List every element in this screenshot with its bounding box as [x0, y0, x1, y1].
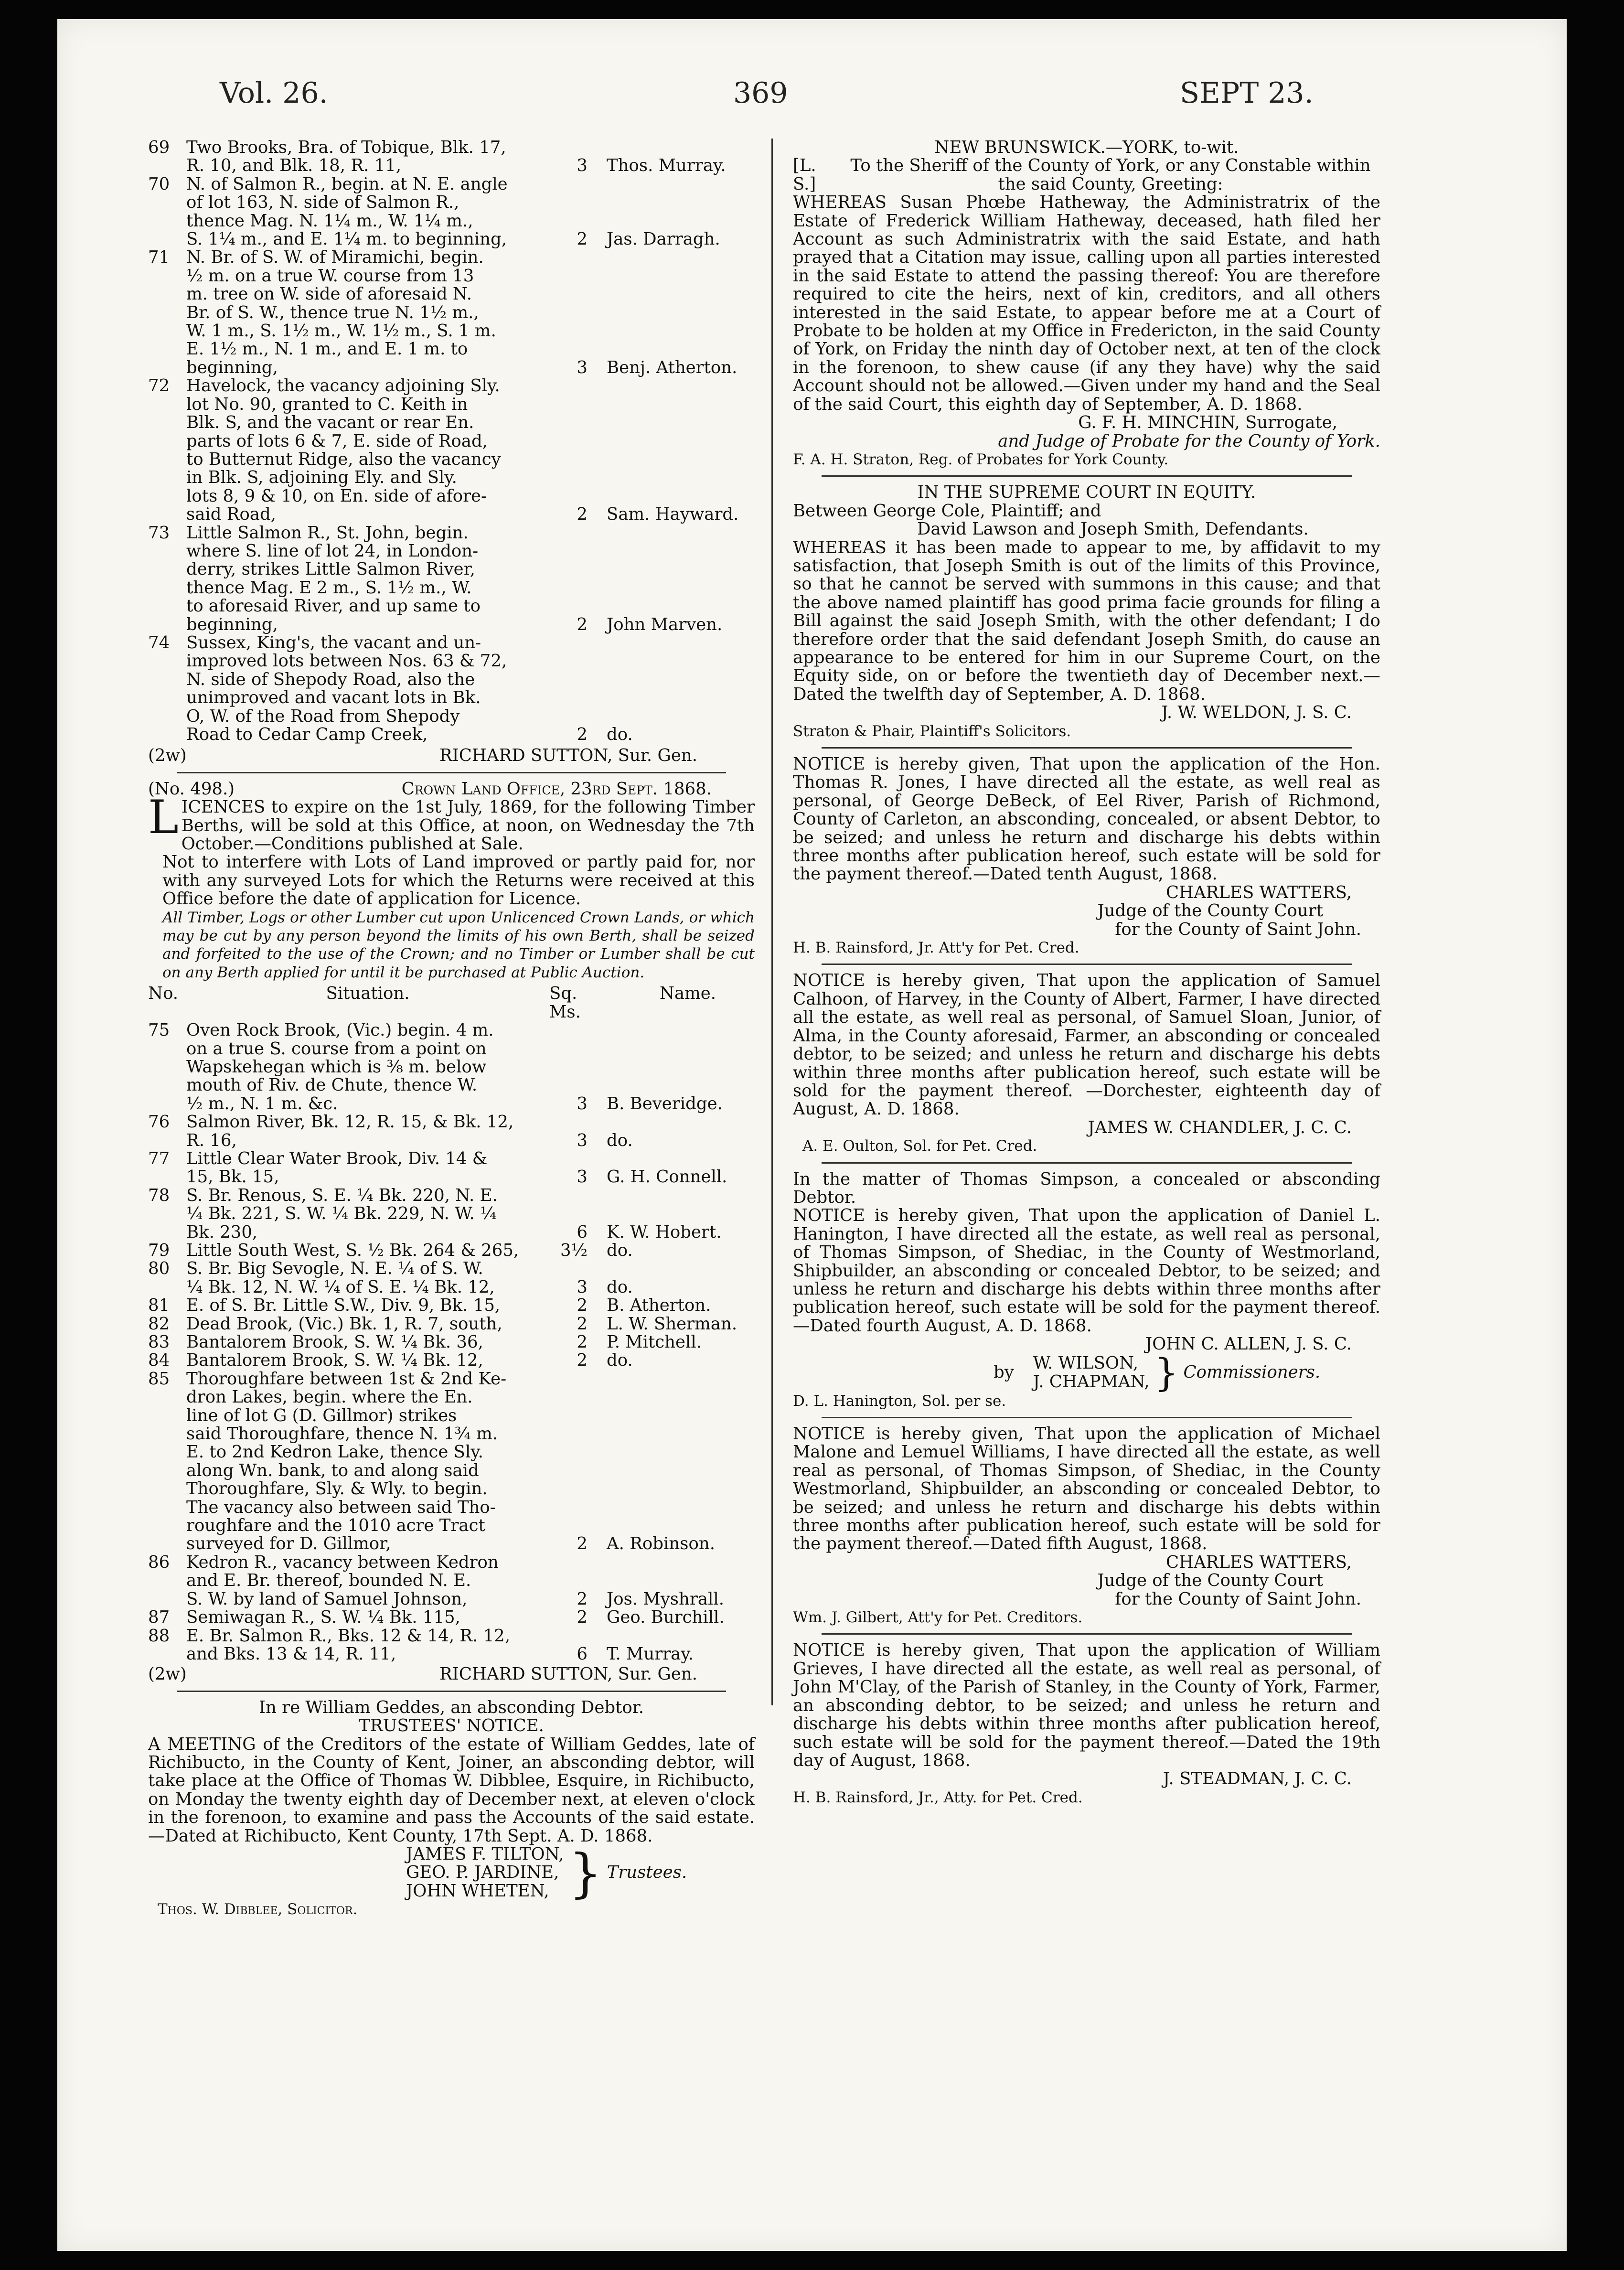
situation-line: Oven Rock Brook, (Vic.) begin. 4 m. [186, 1020, 494, 1040]
berth-situation [186, 175, 549, 249]
situation-line: Bk. 230, [186, 1222, 258, 1242]
berth-name: do. [607, 1350, 633, 1371]
seal-mark: [L. S.] [793, 156, 816, 194]
situation-line: roughfare and the 1010 acre Tract [186, 1516, 485, 1536]
berth-situation [186, 1351, 549, 1370]
situation-line: Thoroughfare, Sly. & Wly. to begin. [186, 1479, 488, 1499]
berth-number: 87 [148, 1607, 170, 1628]
berth-number: 79 [148, 1240, 170, 1260]
notice-sig-county: for the County of Saint John. [1115, 919, 1361, 939]
berth-square-miles: 2 [577, 725, 588, 744]
berth-name: Geo. Burchill. [607, 1607, 725, 1628]
situation-line: and E. Br. thereof, bounded N. E. [186, 1571, 471, 1591]
situation-line: said Road, [186, 504, 277, 525]
probate-text: WHEREAS Susan Phœbe Hatheway, the Administratrix of the Estate of Frederick William Hatheway, deceased, hath filed her Account as such Administratrix with the said Estate, and hath prayed that a Citation may issue, calling upon all parties interested in the said Estate to attend the passing thereof: You are therefore required to cite the heirs, next of kin, creditors, and all others interested in the said Estate, to appear before me at a Court of Probate to be holden at my Office in Fredericton, in the said County of York, on Friday the ninth day of October next, at ten of the clock in the forenoon, to shew cause (if any they have) why the said Account should not be allowed.—Given under my hand and the Seal of the said Court, this eighth day of September, A. D. 1868. [793, 193, 1380, 414]
berth-situation [186, 524, 549, 634]
trustee-name: JAMES F. TILTON, [406, 1844, 564, 1864]
berth-number: 83 [148, 1332, 170, 1352]
situation-line: and Bks. 13 & 14, R. 11, [186, 1644, 396, 1664]
berth-situation [186, 1333, 549, 1351]
berth-name: Jos. Myshrall. [607, 1589, 725, 1609]
situation-line: parts of lots 6 & 7, E. side of Road, [186, 431, 488, 451]
commissioners-block [994, 1350, 1380, 1395]
table-row [148, 377, 755, 524]
divider [822, 1633, 1352, 1635]
trustees-block [406, 1842, 755, 1904]
notice-sloan: NOTICE is hereby given, That upon the application of Samuel Calhoon, of Harvey, in the County of Albert, Farmer, I have directed all the estate, as well real as personal, of Samuel Sloan, Junior, of Alma, in the County aforesaid, Farmer, an absconding or concealed debtor, to be seized; and unless he return and discharge his debts within three months after publication hereof, such estate will be sold for the payment thereof. —Dorchester, eighteenth day of August, A. D. 1868. [793, 971, 1380, 1119]
situation-line: Sussex, King's, the vacant and un- [186, 632, 481, 653]
equity-between: Between George Cole, Plaintiff; and [793, 501, 1101, 521]
berth-name: Jas. Darragh. [607, 229, 720, 249]
situation-line: Bantalorem Brook, S. W. ¼ Bk. 36, [186, 1332, 483, 1352]
notice-attorney: H. B. Rainsford, Jr., Atty. for Pet. Cred. [793, 1788, 1083, 1806]
berth-number: 72 [148, 376, 170, 396]
berth-square-miles: 3 [577, 357, 588, 377]
licences-notice [148, 791, 755, 854]
berth-square-miles: 2 [577, 1607, 588, 1628]
berth-square-miles: 2 [577, 1314, 588, 1334]
berth-square-miles: 2 [577, 614, 588, 634]
berth-number: 75 [148, 1020, 170, 1040]
berth-name: T. Murray. [607, 1644, 694, 1664]
situation-line: in Blk. S, adjoining Ely. and Sly. [186, 468, 457, 488]
geddes-text: A MEETING of the Creditors of the estate of William Geddes, late of Richibucto, in the County of Kent, Joiner, an absconding debtor, will take place at the Office of Thomas W. Dibblee, Esquire, in Richibucto, on Monday the twenty eighth day of December next, at eleven o'clock in the forenoon, to examine and pass the Accounts of the said estate.—Dated at Richibucto, Kent County, 17th Sept. A. D. 1868. [148, 1734, 755, 1846]
situation-line: O, W. of the Road from Shepody [186, 706, 460, 726]
situation-line: unimproved and vacant lots in Bk. [186, 688, 481, 708]
berth-situation [186, 1370, 549, 1553]
berth-number: 78 [148, 1185, 170, 1205]
situation-line: Havelock, the vacancy adjoining Sly. [186, 376, 500, 396]
col-head-situation: Situation. [326, 984, 410, 1004]
berth-situation [186, 1296, 549, 1315]
berth-number: 85 [148, 1369, 170, 1389]
divider [822, 964, 1352, 965]
berth-number: 81 [148, 1296, 170, 1316]
simpson-title: In the matter of Thomas Simpson, a concealed or absconding Debtor. [793, 1169, 1380, 1207]
situation-line: ¼ Bk. 221, S. W. ¼ Bk. 229, N. W. ¼ [186, 1204, 497, 1224]
situation-line: on a true S. course from a point on [186, 1039, 487, 1059]
situation-line: ¼ Bk. 12, N. W. ¼ of S. E. ¼ Bk. 12, [186, 1277, 495, 1297]
berth-square-miles: 2 [577, 1534, 588, 1554]
licences-text-2: Not to interfere with Lots of Land improved or partly paid for, nor with any surveyed Lots for which the Returns were received at this Office before the date of application for Licence. [162, 852, 755, 909]
berth-name: P. Mitchell. [607, 1332, 702, 1352]
berth-number: 84 [148, 1350, 170, 1371]
berth-situation [186, 139, 549, 175]
equity-sig: J. W. WELDON, J. S. C. [1161, 703, 1352, 723]
situation-line: improved lots between Nos. 63 & 72, [186, 651, 507, 671]
situation-line: Thoroughfare between 1st & 2nd Ke- [186, 1369, 507, 1389]
timber-berths-list [148, 1021, 755, 1663]
berth-name: Sam. Hayward. [607, 504, 739, 525]
situation-line: S. Br. Big Sevogle, N. E. ¼ of S. W. [186, 1259, 483, 1279]
table-row [148, 139, 755, 175]
berth-name: do. [607, 1277, 633, 1297]
table-row [148, 1333, 755, 1351]
berth-situation [186, 1113, 549, 1150]
table-row [148, 1627, 755, 1664]
column-divider [771, 139, 773, 1705]
situation-line: derry, strikes Little Salmon River, [186, 559, 476, 579]
berth-name: B. Atherton. [607, 1296, 711, 1316]
notice-sig-title: Judge of the County Court [1097, 1571, 1323, 1591]
table-row [148, 1370, 755, 1553]
berth-square-miles: 3 [577, 1277, 588, 1297]
col-head-name: Name. [659, 984, 716, 1004]
col-head-sq: Sq. Ms. [549, 984, 581, 1022]
brace-glyph: } [1154, 1350, 1179, 1395]
situation-line: ½ m., N. 1 m. &c. [186, 1093, 338, 1114]
berth-square-miles: 2 [577, 504, 588, 525]
berth-situation [186, 1150, 549, 1187]
table-row [148, 1296, 755, 1315]
berth-number: 74 [148, 632, 170, 653]
notice-number: (No. 498.) [148, 779, 235, 799]
signature-tag: (2w) [148, 746, 187, 766]
table-row [148, 634, 755, 744]
situation-line: Road to Cedar Camp Creek, [186, 725, 428, 744]
situation-line: R. 16, [186, 1130, 237, 1150]
berth-square-miles: 6 [577, 1644, 588, 1664]
berth-situation [186, 634, 549, 744]
notice-mclay: NOTICE is hereby given, That upon the application of William Grieves, I have directed all the estate, as well real as personal, of John M'Clay, of the Parish of Stanley, in the County of York, Farmer, an absconding debtor, to be seized; and unless he return and discharge his debts within three months after publication hereof, such estate will be sold for the payment thereof.—Dated the 19th day of August, 1868. [793, 1640, 1380, 1770]
berth-square-miles: 3 [577, 1093, 588, 1114]
situation-line: Semiwagan R., S. W. ¼ Bk. 115, [186, 1607, 460, 1628]
situation-line: m. tree on W. side of aforesaid N. [186, 284, 472, 304]
berth-square-miles: 3 [577, 1130, 588, 1150]
table-row [148, 1553, 755, 1608]
situation-line: N. side of Shepody Road, also the [186, 669, 475, 689]
trustees-label: Trustees. [607, 1863, 687, 1883]
situation-line: Dead Brook, (Vic.) Bk. 1, R. 7, south, [186, 1314, 502, 1334]
table-row [148, 1260, 755, 1296]
berth-situation [186, 1627, 549, 1664]
notice-sig-county: for the County of Saint John. [1115, 1589, 1361, 1609]
equity-text: WHEREAS it has been made to appear to me, by affidavit to my satisfaction, that Joseph Smith is out of the limits of this Province, so that he cannot be served with summons in this cause; and that the above named plaintiff has good prima facie grounds for filing a Bill against the said Joseph Smith, with the other defendant; I do therefore order that the said defendant Joseph Smith, do cause an appearance to be entered for him in our Supreme Court, on the Equity side, on or before the twentieth day of December next.—Dated the twelfth day of September, A. D. 1868. [793, 537, 1380, 704]
situation-line: Two Brooks, Bra. of Tobique, Blk. 17, [186, 138, 506, 157]
berth-square-miles: 6 [577, 1222, 588, 1242]
berth-number: 77 [148, 1148, 170, 1168]
berth-name: John Marven. [607, 614, 723, 634]
probate-to: To the Sheriff of the County of York, or any Constable within the said County, Greeting: [850, 156, 1371, 194]
equity-title: IN THE SUPREME COURT IN EQUITY. [917, 482, 1256, 503]
berth-name: A. Robinson. [607, 1534, 715, 1554]
signature-line [148, 1665, 755, 1683]
situation-line: W. 1 m., S. 1½ m., W. 1½ m., S. 1 m. [186, 321, 496, 341]
situation-line: dron Lakes, begin. where the En. [186, 1387, 473, 1407]
volume-label: Vol. 26. [220, 76, 328, 110]
berth-situation [186, 1187, 549, 1242]
probate-registrar: F. A. H. Straton, Reg. of Probates for York County. [793, 450, 1169, 468]
signature-tag: (2w) [148, 1664, 187, 1684]
berth-situation [186, 377, 549, 524]
situation-line: beginning, [186, 357, 278, 377]
situation-line: thence Mag. E 2 m., S. 1½ m., W. [186, 578, 472, 598]
berth-situation [186, 1260, 549, 1296]
situation-line: N. Br. of S. W. of Miramichi, begin. [186, 247, 484, 268]
trustee-name: JOHN WHETEN, [406, 1881, 549, 1901]
situation-line: 15, Bk. 15, [186, 1167, 279, 1187]
geddes-subtitle: TRUSTEES' NOTICE. [359, 1716, 544, 1736]
situation-line: Br. of S. W., thence true N. 1½ m., [186, 302, 479, 322]
situation-line: along Wn. bank, to and along said [186, 1460, 479, 1480]
situation-line: R. 10, and Blk. 18, R. 11, [186, 156, 402, 176]
situation-line: E. 1½ m., N. 1 m., and E. 1 m. to [186, 339, 468, 359]
probate-sig-title: and Judge of Probate for the County of York. [998, 431, 1380, 451]
situation-line: thence Mag. N. 1¼ m., W. 1¼ m., [186, 211, 473, 231]
situation-line: E. Br. Salmon R., Bks. 12 & 14, R. 12, [186, 1626, 511, 1646]
table-header [148, 985, 755, 1021]
situation-line: mouth of Riv. de Chute, thence W. [186, 1075, 478, 1095]
table-row [148, 1150, 755, 1187]
situation-line: ½ m. on a true W. course from 13 [186, 266, 474, 286]
notice-office: Crown Land Office, 23rd Sept. 1868. [401, 779, 712, 799]
berth-number: 70 [148, 174, 170, 194]
equity-defendants: David Lawson and Joseph Smith, Defendants. [917, 519, 1309, 539]
notice-header [148, 780, 755, 798]
berth-square-miles: 3 [577, 1167, 588, 1187]
berth-square-miles: 2 [577, 1589, 588, 1609]
notice-simpson: NOTICE is hereby given, That upon the application of Daniel L. Hanington, I have directed all the estate, as well real as personal, of Thomas Simpson, of Shediac, in the County of Westmorland, Shipbuilder, an absconding or concealed Debtor, to be seized; and unless he return and discharge his debts within three months after publication hereof, such estate will be sold for the payment thereof.—Dated fourth August, A. D. 1868. [793, 1206, 1380, 1336]
berth-number: 82 [148, 1314, 170, 1334]
divider [822, 1162, 1352, 1164]
berth-square-miles: 3 [577, 156, 588, 176]
notice-sig: JOHN C. ALLEN, J. S. C. [1145, 1334, 1352, 1354]
divider [822, 747, 1352, 749]
divider [822, 1417, 1352, 1418]
notice-sig: J. STEADMAN, J. C. C. [1163, 1769, 1352, 1789]
table-row [148, 524, 755, 634]
berth-number: 88 [148, 1626, 170, 1646]
situation-line: The vacancy also between said Tho- [186, 1497, 496, 1517]
berth-name: G. H. Connell. [607, 1167, 727, 1187]
notice-sig: JAMES W. CHANDLER, J. C. C. [1088, 1117, 1352, 1137]
geddes-title: In re William Geddes, an absconding Debtor. [258, 1697, 644, 1717]
commissioner-name: W. WILSON, [1033, 1353, 1139, 1373]
signature-name: RICHARD SUTTON, Sur. Gen. [439, 1664, 697, 1684]
probate-title: NEW BRUNSWICK.—YORK, to-wit. [934, 138, 1239, 157]
situation-line: S. 1¼ m., and E. 1¼ m. to beginning, [186, 229, 507, 249]
left-column [148, 139, 755, 1919]
situation-line: Bantalorem Brook, S. W. ¼ Bk. 12, [186, 1350, 483, 1371]
berth-name: Benj. Atherton. [607, 357, 737, 377]
situation-line: beginning, [186, 614, 278, 634]
commissioners-label: Commissioners. [1183, 1362, 1321, 1382]
notice-debeck: NOTICE is hereby given, That upon the application of the Hon. Thomas R. Jones, I have directed all the estate, as well real as personal, of George DeBeck, of Eel River, Parish of Richmond, County of Carleton, an absconding, concealed, or absent Debtor, to be seized; and unless he return and discharge his debts within three months after publication hereof, such estate will be sold for the payment thereof.—Dated tenth August, 1868. [793, 754, 1380, 884]
drop-cap: L [148, 791, 179, 845]
situation-line: E. of S. Br. Little S.W., Div. 9, Bk. 15, [186, 1296, 501, 1316]
berth-number: 71 [148, 247, 170, 268]
berth-name: do. [607, 1130, 633, 1150]
table-row [148, 1351, 755, 1370]
berth-situation [186, 1242, 549, 1260]
berth-square-miles: 2 [577, 229, 588, 249]
table-row [148, 1113, 755, 1150]
situation-line: E. to 2nd Kedron Lake, thence Sly. [186, 1442, 483, 1462]
situation-line: to Butternut Ridge, also the vacancy [186, 449, 501, 469]
issue-date: SEPT 23. [1180, 76, 1314, 110]
berth-situation [186, 1315, 549, 1333]
notice-attorney: H. B. Rainsford, Jr. Att'y for Pet. Cred. [793, 939, 1079, 957]
berth-number: 86 [148, 1552, 170, 1572]
divider [177, 1691, 726, 1692]
solicitor-line: Thos. W. Dibblee, Solicitor. [158, 1901, 358, 1918]
divider [822, 475, 1352, 477]
berth-situation [186, 248, 549, 377]
notice-sig: CHARLES WATTERS, [1166, 1552, 1352, 1572]
brace-glyph: } [568, 1842, 602, 1904]
berth-number: 80 [148, 1259, 170, 1279]
trustee-name: GEO. P. JARDINE, [406, 1863, 559, 1883]
table-row [148, 175, 755, 249]
table-row [148, 1242, 755, 1260]
probate-address [793, 157, 1380, 193]
situation-line: S. Br. Renous, S. E. ¼ Bk. 220, N. E. [186, 1185, 498, 1205]
situation-line: where S. line of lot 24, in London- [186, 541, 479, 561]
berth-square-miles: 2 [577, 1350, 588, 1371]
table-row [148, 1608, 755, 1627]
table-row [148, 1021, 755, 1113]
table-row [148, 1315, 755, 1333]
licences-italic: All Timber, Logs or other Lumber cut upon Unlicenced Crown Lands, or which may be cut by any person beyond the limits of his own Berth, shall be seized and forfeited to the use of the Crown; and no Timber or Lumber shall be cut on any Berth applied for until it be purchased at Public Auction. [162, 909, 755, 981]
by-label: by [994, 1362, 1014, 1382]
probate-sig: G. F. H. MINCHIN, Surrogate, [1078, 413, 1337, 433]
notice-attorney: A. E. Oulton, Sol. for Pet. Cred. [802, 1137, 1037, 1155]
situation-line: Blk. S, and the vacant or rear En. [186, 413, 474, 433]
berth-name: Thos. Murray. [607, 156, 726, 176]
situation-line: Little Clear Water Brook, Div. 14 & [186, 1148, 488, 1168]
notice-sig: CHARLES WATTERS, [1166, 882, 1352, 902]
situation-line: to aforesaid River, and up same to [186, 596, 481, 616]
licences-text: ICENCES to expire on the 1st July, 1869, for the following Timber Berths, will be sold at this Office, at noon, on Wednesday the 7th October.—Conditions published at Sale. [181, 797, 755, 854]
berth-situation [186, 1608, 549, 1627]
berth-situation [186, 1021, 549, 1113]
commissioner-name: J. CHAPMAN, [1033, 1371, 1150, 1392]
berth-square-miles: 2 [577, 1332, 588, 1352]
notice-sig-title: Judge of the County Court [1097, 901, 1323, 921]
notice-attorney: Wm. J. Gilbert, Att'y for Pet. Creditors. [793, 1609, 1083, 1627]
berth-number: 69 [148, 138, 170, 157]
berth-square-miles: 3½ [560, 1240, 588, 1260]
berth-name: do. [607, 1240, 633, 1260]
situation-line: line of lot G (D. Gillmor) strikes [186, 1405, 457, 1425]
situation-line: Wapskehegan which is ⅜ m. below [186, 1057, 487, 1077]
page-number: 369 [733, 76, 788, 110]
timber-berths-list-top [148, 139, 755, 744]
equity-solicitors: Straton & Phair, Plaintiff's Solicitors. [793, 722, 1071, 740]
situation-line: lot No. 90, granted to C. Keith in [186, 394, 468, 414]
situation-line: N. of Salmon R., begin. at N. E. angle [186, 174, 508, 194]
divider [177, 772, 726, 773]
situation-line: Little Salmon R., St. John, begin. [186, 523, 469, 543]
berth-name: L. W. Sherman. [607, 1314, 737, 1334]
berth-name: B. Beveridge. [607, 1093, 723, 1114]
berth-name: K. W. Hobert. [607, 1222, 722, 1242]
situation-line: Salmon River, Bk. 12, R. 15, & Bk. 12, [186, 1112, 514, 1132]
situation-line: Kedron R., vacancy between Kedron [186, 1552, 499, 1572]
berth-number: 73 [148, 523, 170, 543]
notice-simpson-2: NOTICE is hereby given, That upon the application of Michael Malone and Lemuel Williams, I have directed all the estate, as well real as personal, of Thomas Simpson, of Shediac, in the County Westmorland, Shipbuilder, an absconding or concealed Debtor, to be seized; and unless he return and discharge his debts within three months after publication hereof, such estate will be sold for the payment thereof.—Dated fifth August, 1868. [793, 1424, 1380, 1554]
berth-name: do. [607, 725, 633, 744]
berth-number: 76 [148, 1112, 170, 1132]
berth-square-miles: 2 [577, 1296, 588, 1316]
table-row [148, 248, 755, 377]
notice-solicitor: D. L. Hanington, Sol. per se. [793, 1392, 1006, 1410]
berth-situation [186, 1553, 549, 1608]
situation-line: said Thoroughfare, thence N. 1¾ m. [186, 1424, 498, 1444]
situation-line: Little South West, S. ½ Bk. 264 & 265, [186, 1240, 519, 1260]
situation-line: S. W. by land of Samuel Johnson, [186, 1589, 468, 1609]
situation-line: of lot 163, N. side of Salmon R., [186, 193, 459, 213]
right-column [793, 139, 1380, 1807]
signature-line [148, 747, 755, 765]
table-row [148, 1187, 755, 1242]
signature-name: RICHARD SUTTON, Sur. Gen. [439, 746, 697, 766]
col-head-no: No. [148, 984, 179, 1004]
situation-line: lots 8, 9 & 10, on En. side of afore- [186, 486, 487, 506]
situation-line: surveyed for D. Gillmor, [186, 1534, 391, 1554]
